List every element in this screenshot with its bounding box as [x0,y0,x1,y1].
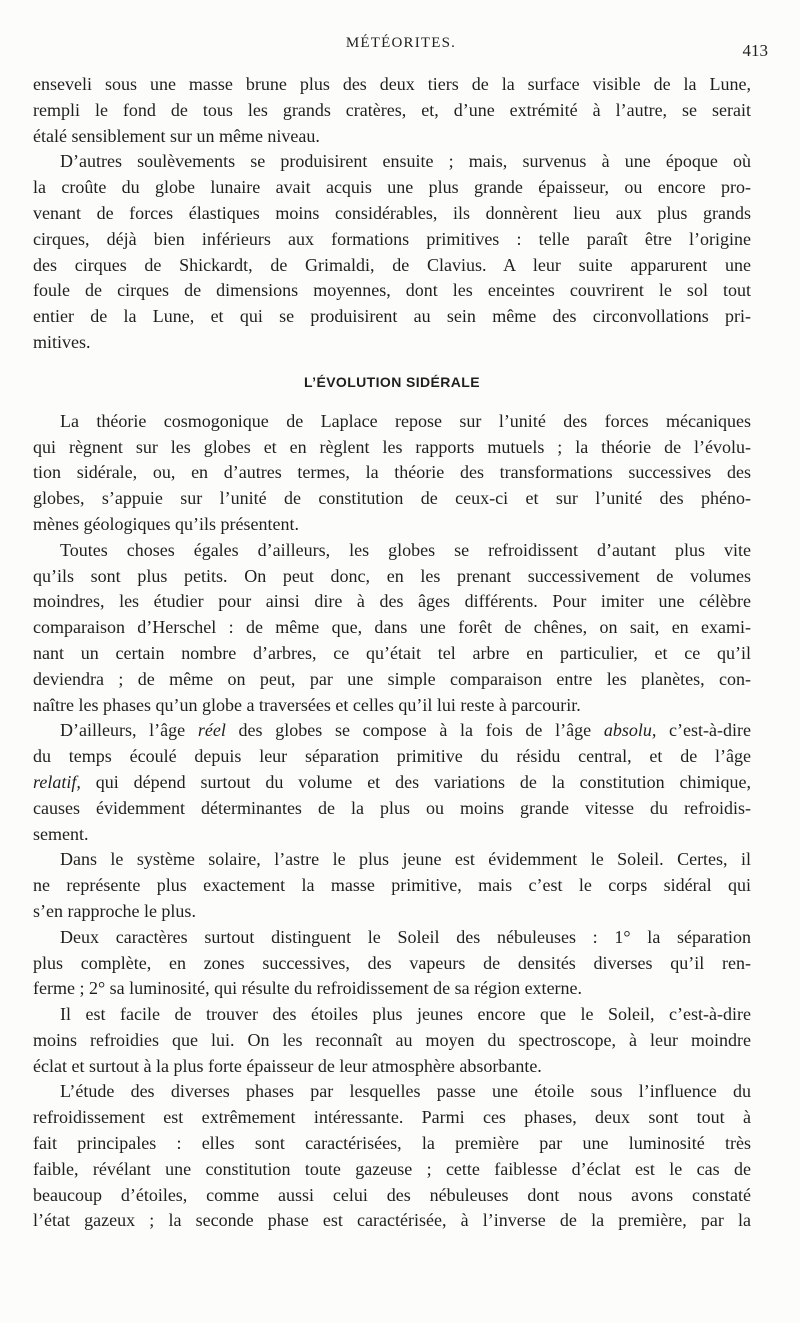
text-line: causes évidemment déterminantes de la plus ou moins grande vitesse du refroidis- [33,797,751,818]
text-line: sement. [33,823,89,844]
text-line [33,718,751,744]
text-line: foule de cirques de dimensions moyennes, dont les enceintes couvrirent le sol tout [33,280,751,301]
text-line: s’en rapproche le plus. [33,900,196,921]
text-run: qui dépend surtout du volume et des variations de la constitution chimique, [80,771,751,792]
running-title: MÉTÉORITES. [345,35,457,51]
text-line: comparaison d’Herschel : de même que, dans une forêt de chênes, on sait, en exami- [33,617,751,638]
italic-term-relatif: relatif, [33,771,81,792]
text-line: deviendra ; de même on peut, par une simple comparaison entre les planètes, con- [33,668,751,689]
text-line: refroidissement est extrêmement intéressante. Parmi ces phases, deux sont tout à [33,1107,751,1128]
section-heading: L’ÉVOLUTION SIDÉRALE [303,373,480,390]
text-line: éclat et surtout à la plus forte épaisseur de leur atmosphère absorbante. [33,1055,542,1076]
text-line: globes, s’appuie sur l’unité de constitution de ceux-ci et sur l’unité des phéno- [33,488,751,509]
text-line: venant de forces élastiques moins considérables, ils donnèrent lieu aux plus grands [33,202,751,223]
text-run: c’est-à-dire [656,720,751,741]
text-line: enseveli sous une masse brune plus des deux tiers de la surface visible de la Lune, [33,74,751,94]
text-line: ferme ; 2° sa luminosité, qui résulte du refroidissement de sa région externe. [33,978,583,999]
text-line: La théorie cosmogonique de Laplace repose sur l’unité des forces mécaniques [60,410,751,431]
text-line: rempli le fond de tous les grands cratères, et, d’une extrémité à l’autre, se serait [33,99,751,120]
text-line: étalé sensiblement sur un même niveau. [33,125,320,146]
page-number: 413 [742,41,768,60]
text-line: Toutes choses égales d’ailleurs, les globes se refroidissent d’autant plus vite [60,539,751,560]
text-line: moins refroidies que lui. On les reconnaît au moyen du spectroscope, à leur moindre [33,1029,751,1050]
text-line: Il est facile de trouver des étoiles plus jeunes encore que le Soleil, c’est-à-dire [60,1004,751,1025]
text-line: beaucoup d’étoiles, comme aussi celui des nébuleuses dont nous avons constaté [33,1184,751,1205]
text-line: D’autres soulèvements se produisirent ensuite ; mais, survenus à une époque où [60,151,751,172]
body-text [33,72,751,1234]
text-line: Dans le système solaire, l’astre le plus jeune est évidemment le Soleil. Certes, il [60,849,751,870]
text-line: des cirques de Shickardt, de Grimaldi, de Clavius. A leur suite apparurent une [33,254,751,275]
text-line: cirques, déjà bien inférieurs aux formations primitives : telle paraît être l’origine [33,228,751,249]
text-line: Deux caractères surtout distinguent le Soleil des nébuleuses : 1° la séparation [60,926,751,947]
text-line: naître les phases qu’un globe a traversées et celles qu’il lui reste à parcourir. [33,694,581,715]
text-line: ne représente plus exactement la masse primitive, mais c’est le corps sidéral qui [33,875,751,896]
text-line: tion sidérale, ou, en d’autres termes, la théorie des transformations successives des [33,462,751,483]
text-line: la croûte du globe lunaire avait acquis une plus grande épaisseur, ou encore pro- [33,177,751,198]
running-head [32,35,770,59]
italic-term-reel: réel [197,720,226,741]
text-line [33,770,751,796]
text-run: D’ailleurs, l’âge [60,720,198,741]
text-line: entier de la Lune, et qui se produisirent au sein même des circonvollations pri- [33,306,751,327]
text-line: mitives. [33,331,91,352]
text-line: moindres, les étudier pour ainsi dire à des âges différents. Pour imiter une célèbre [33,591,751,612]
text-line: mènes géologiques qu’ils présentent. [33,513,299,534]
text-line: L’étude des diverses phases par lesquelles passe une étoile sous l’influence du [60,1081,751,1102]
text-line: qu’ils sont plus petits. On peut donc, en les prenant successivement de volumes [33,565,751,586]
text-run: des globes se compose à la fois de l’âge [225,720,604,741]
text-line: qui règnent sur les globes et en règlent les rapports mutuels ; la théorie de l’évolu- [33,436,751,457]
text-line: du temps écoulé depuis leur séparation primitive du résidu central, et de l’âge [33,746,751,767]
text-line: l’état gazeux ; la seconde phase est caractérisée, à l’inverse de la première, par la [33,1210,751,1231]
italic-term-absolu: absolu, [603,720,657,741]
text-line: plus complète, en zones successives, des vapeurs de densités diverses qu’il ren- [33,952,751,973]
text-line: faible, révélant une constitution toute gazeuse ; cette faiblesse d’éclat est le cas de [33,1158,751,1179]
text-line: fait principales : elles sont caractérisées, la première par une luminosité très [33,1133,751,1154]
text-line: nant un certain nombre d’arbres, ce qu’était tel arbre en particulier, et ce qu’il [33,642,751,663]
